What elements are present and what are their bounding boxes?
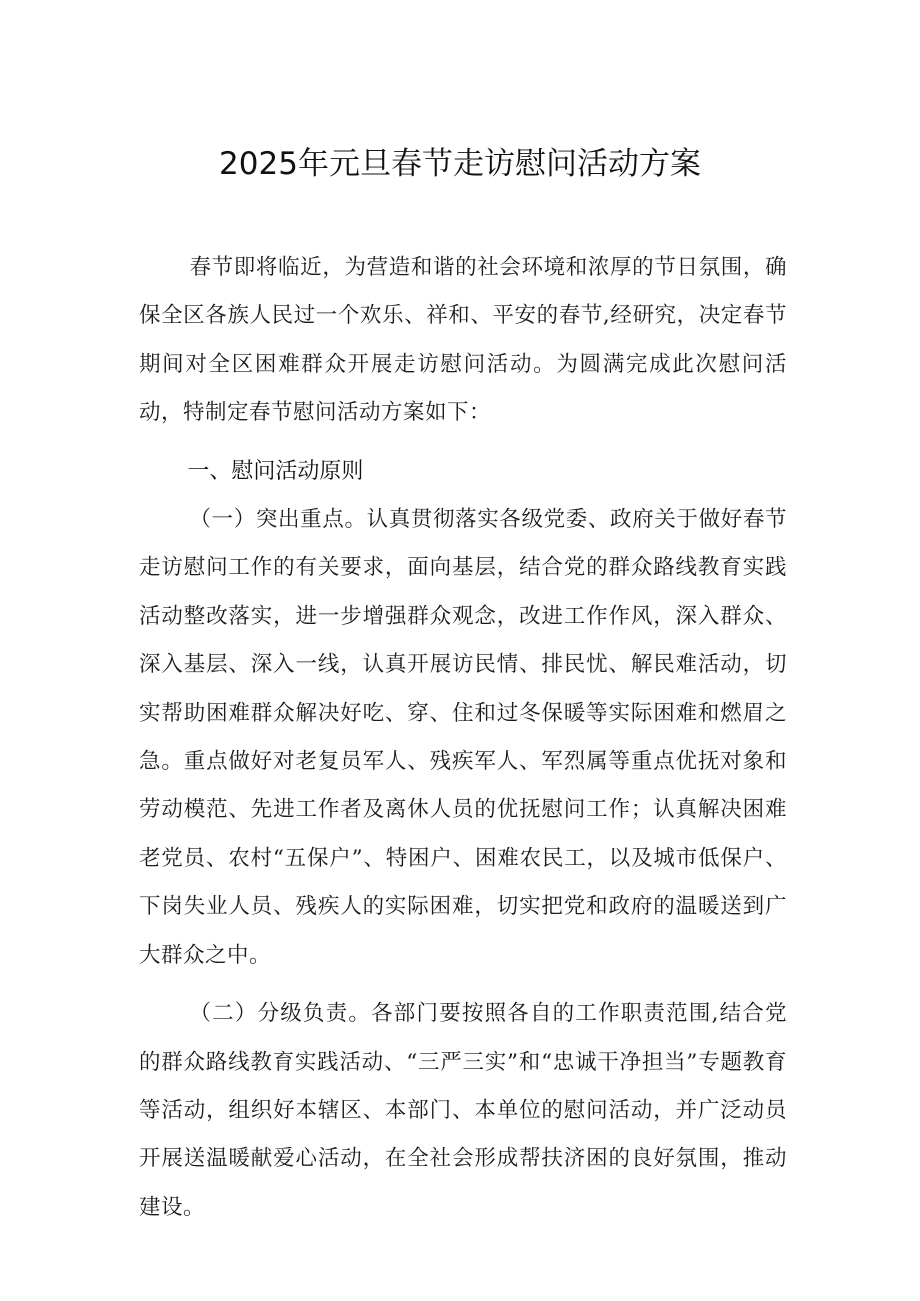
intro-paragraph: 春节即将临近，为营造和谐的社会环境和浓厚的节日氛围，确保全区各族人民过一个欢乐、祥和、平安的春节,经研究，决定春节期间对全区困难群众开展走访慰问活动。为圆满完成此次慰问活动，特制定春节慰问活动方案如下： [139,255,787,426]
paragraph-2: （二）分级负责。各部门要按照各自的工作职责范围,结合党的群众路线教育实践活动、“三严三实”和“忠诚干净担当”专题教育等活动，组织好本辖区、本部门、本单位的慰问活动，并广泛动员开展送温暖献爱心活动，在全社会形成帮扶济困的良好氛围，推动建设。 [139,1001,787,1220]
section-heading: 一、慰问活动原则 [187,458,364,484]
document-body [139,244,787,1232]
paragraph-1: （一）突出重点。认真贯彻落实各级党委、政府关于做好春节走访慰问工作的有关要求，面向基层，结合党的群众路线教育实践活动整改落实，进一步增强群众观念，改进工作作风，深入群众、深入基层、深入一线，认真开展访民情、排民忧、解民难活动，切实帮助困难群众解决好吃、穿、住和过冬保暖等实际困难和燃眉之急。重点做好对老复员军人、残疾军人、军烈属等重点优抚对象和劳动模范、先进工作者及离休人员的优抚慰问工作；认真解决困难老党员、农村“五保户”、特困户、困难农民工，以及城市低保户、下岗失业人员、残疾人的实际困难，切实把党和政府的温暖送到广大群众之中。 [139,507,787,968]
spacer [139,980,787,990]
document-title: 2025年元旦春节走访慰问活动方案 [219,146,701,182]
spacer [139,438,787,448]
